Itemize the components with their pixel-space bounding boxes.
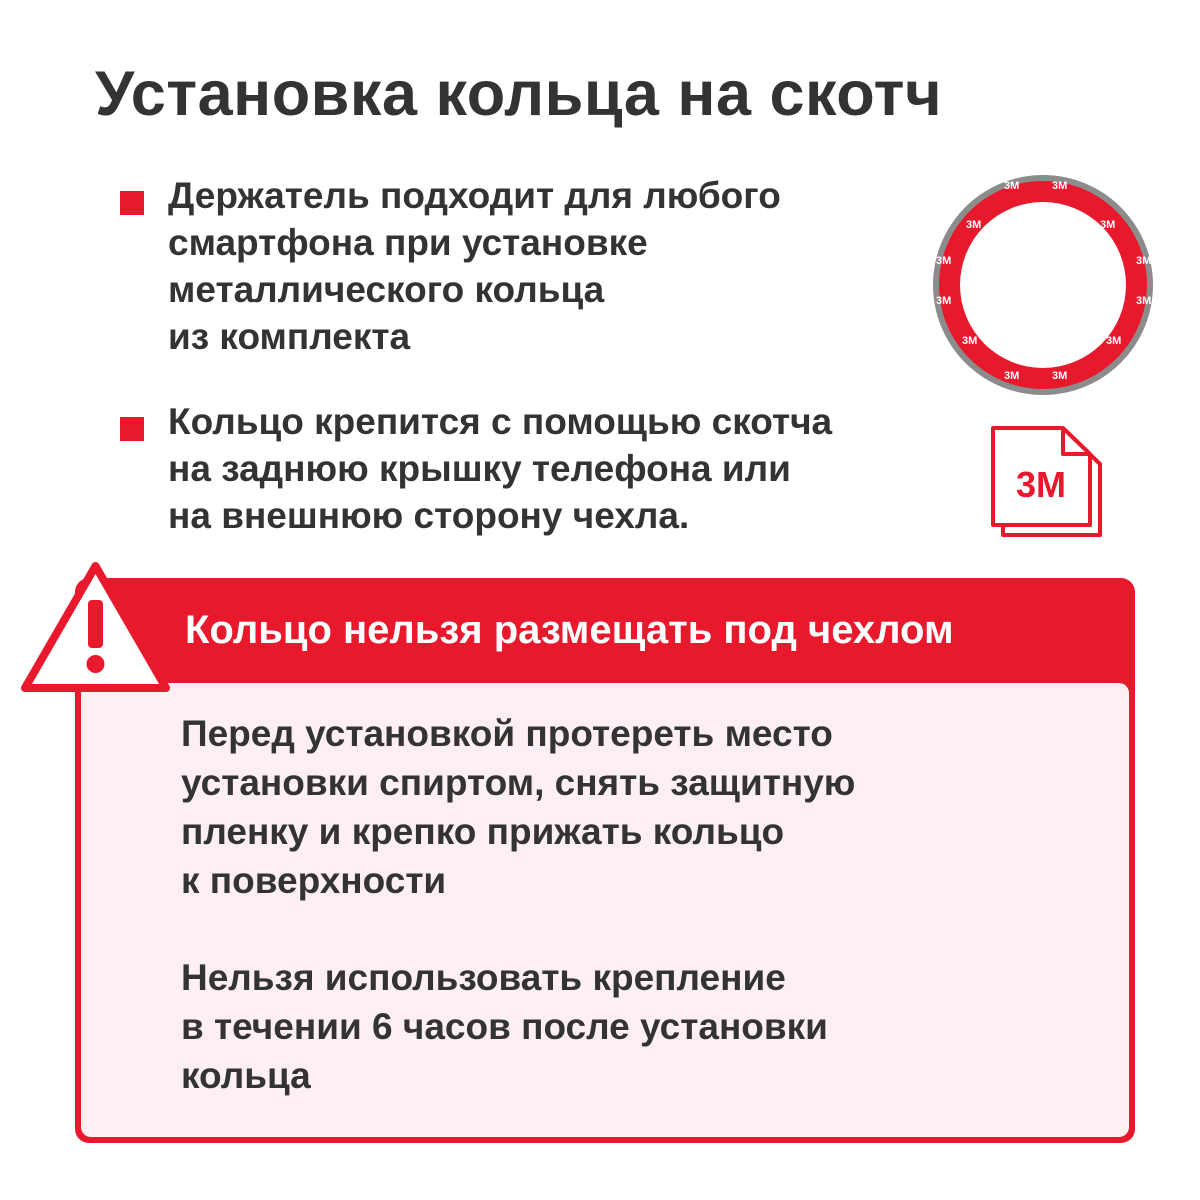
svg-text:3M: 3M <box>936 255 952 267</box>
svg-text:3M: 3M <box>1052 180 1068 192</box>
svg-text:3M: 3M <box>1004 180 1020 192</box>
square-bullet-icon <box>120 191 144 215</box>
bullet-item <box>120 172 920 360</box>
svg-text:3M: 3M <box>1136 295 1152 307</box>
page-title: Установка кольца на скотч <box>95 59 943 129</box>
svg-text:3M: 3M <box>962 335 978 347</box>
tape-label: 3M <box>1015 464 1067 505</box>
svg-text:3M: 3M <box>1136 255 1152 267</box>
svg-text:3M: 3M <box>1106 335 1122 347</box>
warning-panel <box>75 578 1135 1143</box>
warning-triangle-icon <box>18 558 173 696</box>
svg-text:3M: 3M <box>1004 370 1020 382</box>
square-bullet-icon <box>120 417 144 441</box>
bullet-text: Кольцо крепится с помощью скотча на заднюю крышку телефона или на внешнюю сторону чехла. <box>168 401 833 536</box>
warning-paragraph: Перед установкой протереть место установки спиртом, снять защитную пленку и крепко прижать кольцо к поверхности <box>181 713 856 901</box>
bullet-item <box>120 398 920 539</box>
bullet-text: Держатель подходит для любого смартфона при установке металлического кольца из комплекта <box>168 175 781 357</box>
bullet-list <box>120 172 920 577</box>
warning-body <box>81 683 1129 1137</box>
3m-tape-icon <box>985 420 1110 540</box>
warning-heading: Кольцо нельзя размещать под чехлом <box>185 608 954 652</box>
svg-text:3M: 3M <box>936 295 952 307</box>
svg-text:3M: 3M <box>1052 370 1068 382</box>
warning-paragraph: Нельзя использовать крепление в течении 6 часов после установки кольца <box>181 957 828 1096</box>
adhesive-ring-icon <box>930 172 1156 398</box>
svg-text:3M: 3M <box>1100 219 1116 231</box>
svg-text:3M: 3M <box>966 219 982 231</box>
